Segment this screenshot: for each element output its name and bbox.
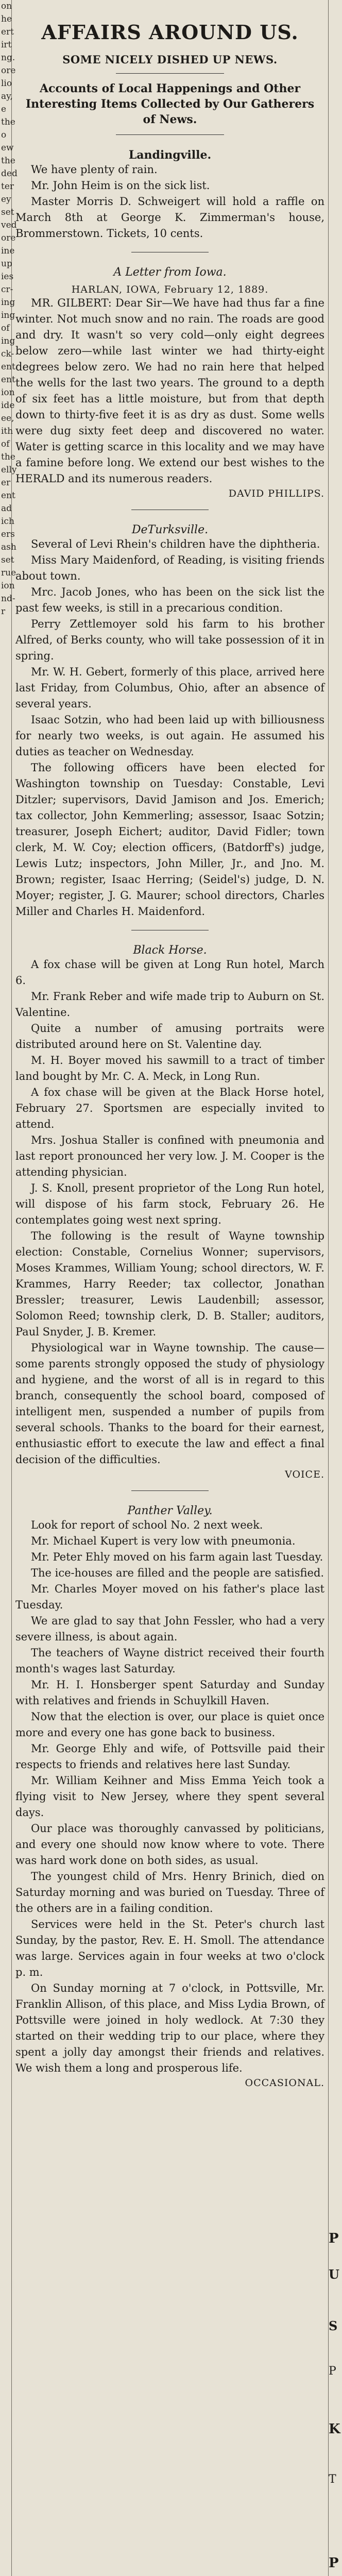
news-paragraph: We have plenty of rain.: [31, 163, 158, 176]
divider: [116, 73, 224, 74]
article-column: [15, 0, 324, 2576]
dateline: HARLAN, IOWA, February 12, 1889.: [71, 284, 269, 295]
gutter-fragment: ded: [1, 168, 18, 179]
gutter-fragment: ad: [1, 503, 12, 514]
news-paragraph: Mrs. Joshua Staller is confined with pneumonia and last report pronounced her very low. J. M. Cooper is the attending physician.: [15, 1134, 324, 1178]
gutter-fragment: ith: [1, 426, 13, 436]
news-paragraph: Now that the election is over, our place is quiet once more and every one has gone back to business.: [15, 1710, 324, 1739]
gutter-fragment: ent: [1, 490, 15, 501]
section-title: DeTurksville.: [131, 523, 209, 536]
news-paragraph: J. S. Knoll, present proprietor of the Long Run hotel, will dispose of his farm stock, February 26. He contemplates going west next spring.: [15, 1182, 324, 1226]
gutter-fragment: ey: [1, 194, 11, 205]
gutter-fragment: up: [1, 259, 12, 269]
gutter-fragment: ies: [1, 272, 14, 282]
gutter-fragment: ee,: [1, 413, 14, 423]
news-paragraph: MR. GILBERT: Dear Sir—We have had thus far a fine winter. Not much snow and no rain. The roads are good and dry. It wasn't so very cold—only eight degrees below zero—while last winter we had thirty-eight degrees below zero. We had no rain here that helped the wells for the last two years. The ground to a depth of six feet has a little moisture, but from that depth down to thirty-five feet it is as dry as dust. Some wells were dug sixty feet deep and discovered no water. Water is getting scarce in this locality and we may have a famine before long. We extend our best wishes to the HERALD and its numerous readers.: [15, 297, 324, 485]
news-paragraph: Mr. H. I. Honsberger spent Saturday and Sunday with relatives and friends in Schuylkill Haven.: [15, 1679, 324, 1707]
news-paragraph: Physiological war in Wayne township. The cause—some parents strongly opposed the study of physiology and hygiene, and the worst of all is in regard to this branch, consequently the school board, composed of intelligent men, suspended a number of pupils from several schools. Thanks to the board for their earnest, enthusiastic effort to execute the law and effect a final decision of the difficulties.: [15, 1342, 324, 1466]
gutter-fragment: ay,: [1, 91, 13, 101]
news-paragraph: Look for report of school No. 2 next week.: [31, 1519, 263, 1531]
right-gutter-letter: S: [329, 2318, 338, 2333]
news-paragraph: We are glad to say that John Fessler, who had a very severe illness, is about again.: [15, 1615, 324, 1643]
gutter-fragment: of: [1, 439, 10, 449]
news-paragraph: The following is the result of Wayne township election: Constable, Cornelius Wonner; supervisors, Moses Krammes, William Young; school directors, W. F. Krammes, Harry Reeder; tax collector, Jonathan Bressler; treasurer, Lewis Laudenbill; assessor, Solomon Reed; township clerk, D. B. Staller; auditors, Paul Snyder, J. B. Kremer.: [15, 1230, 324, 1338]
news-paragraph: Mr. John Heim is on the sick list.: [31, 179, 210, 192]
gutter-fragment: ine: [1, 246, 15, 256]
gutter-fragment: set: [1, 555, 14, 565]
news-paragraph: Several of Levi Rhein's children have the diphtheria.: [31, 538, 320, 550]
news-paragraph: Mr. Charles Moyer moved on his father's place last Tuesday.: [15, 1583, 324, 1611]
news-paragraph: Perry Zettlemoyer sold his farm to his brother Alfred, of Berks county, who will take possession of it in spring.: [15, 618, 324, 662]
gutter-fragment: the: [1, 452, 15, 462]
gutter-fragment: ich: [1, 516, 14, 527]
news-paragraph: Miss Mary Maidenford, of Reading, is visiting friends about town.: [15, 554, 324, 582]
gutter-fragment: lio: [1, 78, 12, 89]
gutter-fragment: set: [1, 207, 14, 217]
news-paragraph: A fox chase will be given at Long Run hotel, March 6.: [15, 958, 324, 987]
gutter-fragment: ore: [1, 65, 16, 76]
news-paragraph: Our place was thoroughly canvassed by politicians, and every one should now know where to vote. There was hard work done on both sides, as usual.: [15, 1822, 324, 1867]
news-paragraph: Mrc. Jacob Jones, who has been on the sick list the past few weeks, is still in a precarious condition.: [15, 586, 324, 614]
gutter-fragment: cr-: [1, 284, 13, 295]
gutter-fragment: o: [1, 130, 7, 140]
news-paragraph: Services were held in the St. Peter's church last Sunday, by the pastor, Rev. E. H. Smoll. The attendance was large. Services again in four weeks at two o'clock p. m.: [15, 1918, 324, 1978]
section-title: Panther Valley.: [127, 1504, 213, 1517]
news-paragraph: Mr. Frank Reber and wife made trip to Auburn on St. Valentine.: [15, 990, 324, 1019]
news-paragraph: The youngest child of Mrs. Henry Brinich, died on Saturday morning and was buried on Tuesday. Three of the others are in a failing condition.: [15, 1870, 324, 1914]
news-paragraph: Mr. W. H. Gebert, formerly of this place, arrived here last Friday, from Columbus, Ohio, after an absence of several years.: [15, 666, 324, 710]
section-title: Landingville.: [128, 148, 212, 162]
subhead: SOME NICELY DISHED UP NEWS.: [62, 53, 278, 66]
right-gutter-letter: P: [329, 2231, 339, 2246]
left-gutter-column: [0, 0, 18, 2576]
gutter-fragment: elly: [1, 465, 17, 475]
gutter-fragment: ert: [1, 27, 14, 37]
gutter-fragment: the: [1, 117, 15, 127]
gutter-fragment: ck-: [1, 349, 14, 359]
signature: DAVID PHILLIPS.: [228, 488, 324, 499]
gutter-fragment: ved: [1, 220, 17, 230]
news-paragraph: The ice-houses are filled and the people are satisfied.: [31, 1567, 324, 1579]
gutter-fragment: he: [1, 14, 12, 24]
news-paragraph: Quite a number of amusing portraits were distributed around here on St. Valentine day.: [15, 1022, 324, 1050]
masthead: AFFAIRS AROUND US.: [41, 21, 299, 44]
gutter-fragment: ent: [1, 375, 15, 385]
gutter-fragment: ew: [1, 143, 14, 153]
sections-container: [15, 148, 324, 2089]
section-title: A Letter from Iowa.: [113, 266, 227, 279]
right-gutter-letter: P: [329, 2365, 336, 2378]
gutter-fragment: ide: [1, 400, 15, 411]
news-paragraph: Mr. George Ehly and wife, of Pottsville paid their respects to friends and relatives here last Sunday.: [15, 1742, 324, 1771]
section-title: Black Horse.: [133, 944, 207, 957]
news-paragraph: Master Morris D. Schweigert will hold a raffle on March 8th at George K. Zimmerman's house, Brommerstown. Tickets, 10 cents.: [15, 195, 324, 240]
signature: OCCASIONAL.: [245, 2077, 324, 2089]
news-paragraph: The following officers have been elected for Washington township on Tuesday: Constable, Levi Ditzler; supervisors, David Jamison and Jos. Emerich; tax collector, John Kemmerling; assessor, Isaac Sotzin; treasurer, Joseph Eichert; auditor, David Fidler; town clerk, M. W. Coy; election officers, (Batdorff's) judge, Lewis Lutz; inspectors, John Miller, Jr., and Jno. M. Brown; register, Isaac Herring; (Seidel's) judge, D. N. Moyer; register, J. G. Maurer; school directors, Charles Miller and Charles H. Maidenford.: [15, 761, 324, 918]
deck: Accounts of Local Happenings and Other Interesting Items Collected by Our Gatherers of News.: [25, 82, 315, 126]
gutter-fragment: ion: [1, 581, 15, 591]
gutter-fragment: ash: [1, 542, 16, 552]
news-paragraph: Mr. Michael Kupert is very low with pneumonia.: [31, 1535, 296, 1547]
gutter-fragment: ore: [1, 233, 16, 243]
gutter-fragment: ter: [1, 181, 14, 192]
gutter-fragment: on: [1, 1, 12, 11]
right-gutter-letter: K: [329, 2421, 340, 2437]
gutter-fragment: the: [1, 156, 15, 166]
news-paragraph: Mr. William Keihner and Miss Emma Yeich took a flying visit to New Jersey, where they spent several days.: [15, 1774, 324, 1819]
news-paragraph: A fox chase will be given at the Black Horse hotel, February 27. Sportsmen are especially invited to attend.: [15, 1086, 324, 1130]
gutter-fragment: r: [1, 606, 6, 617]
gutter-fragment: nd-: [1, 594, 15, 604]
divider: [116, 134, 224, 135]
divider: [131, 1490, 209, 1491]
gutter-fragment: ion: [1, 387, 15, 398]
gutter-fragment: rue: [1, 568, 16, 578]
gutter-fragment: irt: [1, 40, 12, 50]
right-gutter-letter: T: [329, 2473, 336, 2486]
right-gutter-letter: U: [329, 2267, 339, 2282]
gutter-fragment: ent: [1, 362, 15, 372]
news-paragraph: Isaac Sotzin, who had been laid up with billiousness for nearly two weeks, is out again. He assumed his duties as teacher on Wednesday.: [15, 714, 324, 758]
gutter-fragment: ing: [1, 297, 15, 308]
right-gutter-letter: P: [329, 2555, 339, 2571]
news-paragraph: M. H. Boyer moved his sawmill to a tract of timber land bought by Mr. C. A. Meck, in Long Run.: [15, 1054, 324, 1082]
signature: VOICE.: [285, 1469, 324, 1480]
gutter-fragment: ng.: [1, 53, 15, 63]
gutter-fragment: ing: [1, 310, 15, 320]
gutter-fragment: ers: [1, 529, 15, 539]
gutter-fragment: of: [1, 323, 10, 333]
news-paragraph: The teachers of Wayne district received their fourth month's wages last Saturday.: [15, 1647, 324, 1675]
right-gutter-column: [328, 0, 342, 2576]
gutter-fragment: er: [1, 478, 11, 488]
gutter-fragment: ing: [1, 336, 15, 346]
gutter-fragment: e: [1, 104, 7, 114]
news-paragraph: On Sunday morning at 7 o'clock, in Pottsville, Mr. Franklin Allison, of this place, and Miss Lydia Brown, of Pottsville were joined in holy wedlock. At 7:30 they started on their wedding trip to our place, where they spent a jolly day amongst their friends and relatives. We wish them a long and prosperous life.: [15, 1982, 324, 2074]
news-paragraph: Mr. Peter Ehly moved on his farm again last Tuesday.: [31, 1551, 323, 1563]
